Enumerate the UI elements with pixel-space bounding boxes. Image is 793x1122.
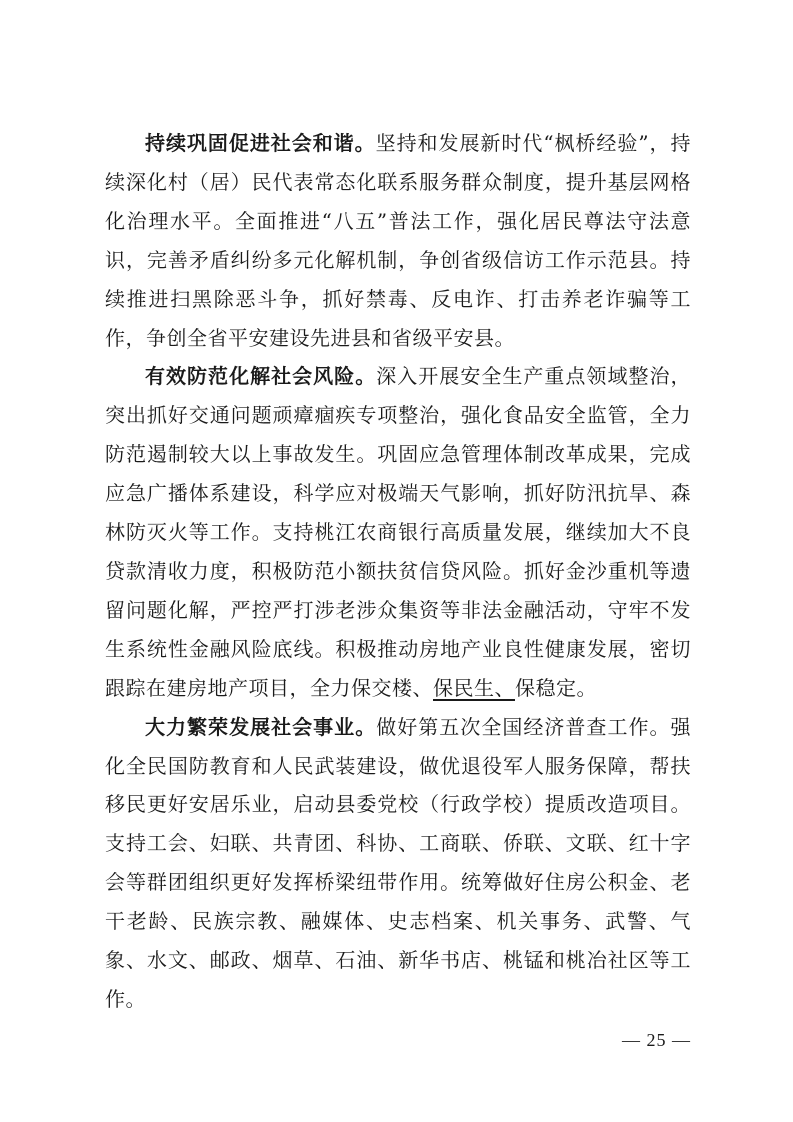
paragraph-social-harmony (105, 124, 691, 357)
page-number: — 25 — (622, 1030, 691, 1050)
paragraph-social-risk (105, 357, 691, 707)
paragraph-heading: 有效防范化解社会风险。 (145, 364, 377, 389)
paragraph-text: 做好第五次全国经济普查工作。强化全民国防教育和人民武装建设，做优退役军人服务保障，帮扶移民更好安居乐业，启动县委党校（行政学校）提质改造项目。支持工会、妇联、共青团、科协、工商联、侨联、文联、红十字会等群团组织更好发挥桥梁纽带作用。统筹做好住房公积金、老干老龄、民族宗教、融媒体、史志档案、机关事务、武警、气象、水文、邮政、烟草、石油、新华书店、桃锰和桃冶社区等工作。 (105, 714, 692, 1011)
paragraph-text: 坚持和发展新时代“枫桥经验”，持续深化村（居）民代表常态化联系服务群众制度，提升基层网格化治理水平。全面推进“八五”普法工作，强化居民尊法守法意识，完善矛盾纠纷多元化解机制，争创省级信访工作示范县。持续推进扫黑除恶斗争，抓好禁毒、反电诈、打击养老诈骗等工作，争创全省平安建设先进县和省级平安县。 (105, 131, 692, 350)
document-body (105, 124, 691, 1019)
paragraph-social-undertakings (105, 708, 691, 1019)
paragraph-text: 深入开展安全生产重点领域整治，突出抓好交通问题顽瘴痼疾专项整治，强化食品安全监管，全力防范遏制较大以上事故发生。巩固应急管理体制改革成果，完成应急广播体系建设，科学应对极端天气影响，抓好防汛抗旱、森林防灭火等工作。支持桃江农商银行高质量发展，继续加大不良贷款清收力度，积极防范小额扶贫信贷风险。抓好金沙重机等遗留问题化解，严控严打涉老涉众集资等非法金融活动，守牢不发生系统性金融风险底线。积极推动房地产业良性健康发展，密切跟踪在建房地产项目，全力保交楼、 (105, 364, 692, 700)
underlined-text: 保民生、 (433, 675, 515, 700)
paragraph-text-tail: 保稳定。 (515, 675, 597, 700)
paragraph-heading: 大力繁荣发展社会事业。 (145, 714, 377, 739)
paragraph-heading: 持续巩固促进社会和谐。 (145, 131, 376, 155)
